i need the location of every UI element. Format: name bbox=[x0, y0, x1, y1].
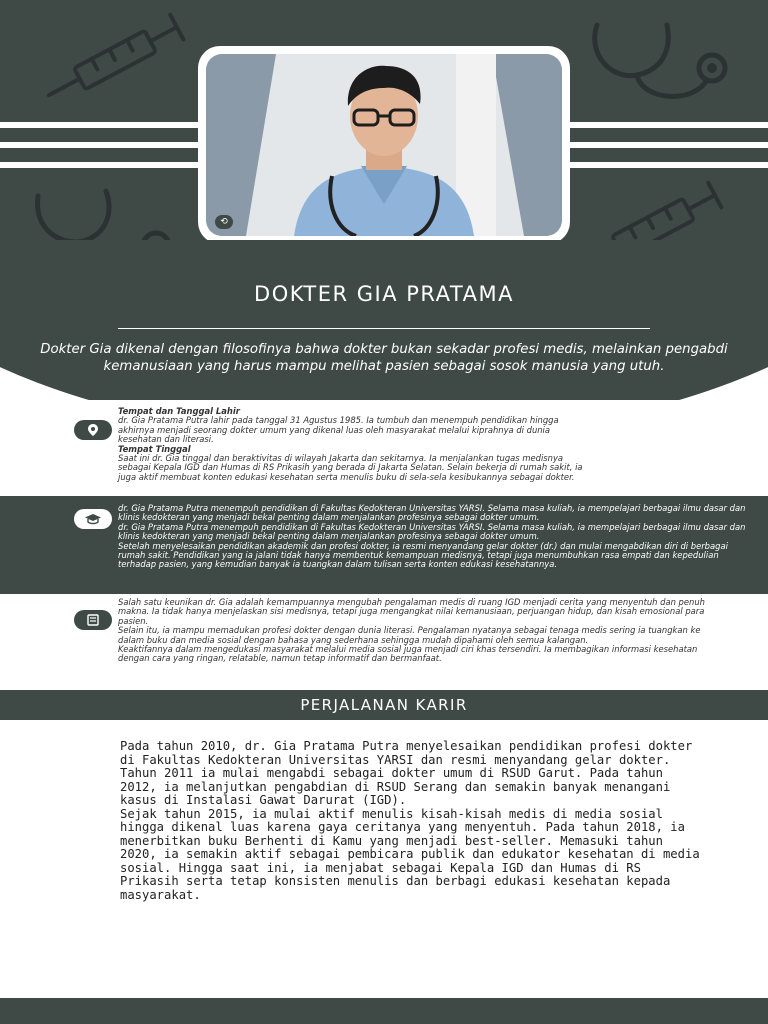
home-text: Saat ini dr. Gia tinggal dan beraktivitas di wilayah Jakarta dan sekitarnya. Ia menjalankan tugas medisnya sebagai Kepala IGD dan Humas di RS Prikasih yang berada di Jakarta Selatan. Selain bekerja di rumah sakit, ia juga aktif membuat konten edukasi kesehatan serta menulis buku di sela-sela kesibukannya sebagai dokter. bbox=[118, 453, 583, 482]
intro-text: Dokter Gia dikenal dengan filosofinya bahwa dokter bukan sekadar profesi medis, melainkan pengabdi kemanusiaan yang harus mampu melihat pasien sebagai sosok manusia yang utuh. bbox=[40, 342, 728, 374]
birth-text: dr. Gia Pratama Putra lahir pada tanggal 31 Agustus 1985. Ia tumbuh dan menempuh pendidikan hingga akhirnya menjadi seorang dokter umum yang dikenal luas oleh masyarakat melalui kiprahnya di dunia kesehatan dan literasi. bbox=[118, 415, 559, 445]
syringe-icon bbox=[20, 10, 210, 110]
home-heading: Tempat Tinggal bbox=[118, 443, 191, 454]
education-paragraph-2: dr. Gia Pratama Putra menempuh pendidikan di Fakultas Kedokteran Universitas YARSI. Selama masa kuliah, ia mempelajari berbagai ilmu dasar dan klinis kedokteran yang menjadi bekal penting dalam menjalankan profesinya sebagai dokter umum. bbox=[118, 521, 746, 542]
profile-photo bbox=[206, 54, 562, 236]
page-title: DOKTER GIA PRATAMA bbox=[254, 282, 514, 306]
profile-photo-frame bbox=[198, 46, 570, 244]
stethoscope-icon bbox=[582, 10, 742, 110]
footer-bar bbox=[0, 998, 768, 1024]
career-title: PERJALANAN KARIR bbox=[300, 696, 468, 714]
education-paragraph-1: dr. Gia Pratama Putra menempuh pendidikan di Fakultas Kedokteran Universitas YARSI. Selama masa kuliah, ia mempelajari berbagai ilmu dasar dan klinis kedokteran yang menjadi bekal penting dalam menjalankan profesinya sebagai dokter umum. bbox=[118, 503, 746, 523]
graduation-cap-icon bbox=[74, 509, 112, 529]
divider bbox=[118, 328, 650, 329]
uniqueness-paragraph-2: Selain itu, ia mampu memadukan profesi dokter dengan dunia literasi. Pengalaman nyatanya sebagai tenaga medis sering ia tuangkan ke dalam buku dan media sosial dengan bahasa yang sederhana sehingga mudah dipahami oleh semua kalangan. bbox=[118, 625, 701, 645]
image-badge-icon: ⟲ bbox=[215, 215, 233, 229]
education-paragraph-3: Setelah menyelesaikan pendidikan akademik dan profesi dokter, ia resmi menyandang gelar dokter (dr.) dan mulai mengabdikan diri di berbagai rumah sakit. Pendidikan yang ia jalani tidak hanya membentuk kemampuan medisnya, tetapi juga menumbuhkan rasa empati dan kepedulian terhadap pasien, yang kemudian banyak ia tuangkan dalam tulisan serta konten edukasi kesehatannya. bbox=[118, 540, 728, 570]
uniqueness-paragraph-3: Keaktifannya dalam mengedukasi masyarakat melalui media sosial juga menjadi ciri khas tersendiri. Ia membagikan informasi kesehatan dengan cara yang ringan, relatable, namun tetap informatif dan bermanfaat. bbox=[118, 644, 698, 664]
birth-heading: Tempat dan Tanggal Lahir bbox=[118, 406, 240, 416]
location-pin-icon bbox=[74, 420, 112, 440]
career-paragraph-1: Pada tahun 2010, dr. Gia Pratama Putra menyelesaikan pendidikan profesi dokter di Fakultas Kedokteran Universitas YARSI dan resmi menyandang gelar dokter. Tahun 2011 ia mulai mengabdi sebagai dokter umum di RSUD Garut. Pada tahun 2012, ia melanjutkan pengabdian di RSUD Serang dan semakin banyak menangani kasus di Instalasi Gawat Darurat (IGD). bbox=[120, 739, 693, 807]
uniqueness-paragraph-1: Salah satu keunikan dr. Gia adalah kemampuannya mengubah pengalaman medis di ruang IGD menjadi cerita yang menyentuh dan penuh makna. Ia tidak hanya menjelaskan sisi medisnya, tetapi juga mengangkat nilai kemanusiaan, perjuangan hidup, dan kisah emosional para pasien. bbox=[118, 597, 705, 626]
career-paragraph-2: Sejak tahun 2015, ia mulai aktif menulis kisah-kisah medis di media sosial hingga dikenal luas karena gaya ceritanya yang menyentuh. Pada tahun 2018, ia menerbitkan buku Berhenti di Kamu yang menjadi best-seller. Memasuki tahun 2020, ia semakin aktif sebagai pembicara publik dan edukator kesehatan di media sosial. Hingga saat ini, ia menjabat sebagai Kepala IGD dan Humas di RS Prikasih serta tetap konsisten menulis dan berbagi edukasi kesehatan kepada masyarakat. bbox=[120, 806, 700, 902]
career-text bbox=[120, 740, 700, 902]
profile-section bbox=[0, 400, 768, 496]
book-icon bbox=[74, 610, 112, 630]
education-section bbox=[0, 496, 768, 594]
uniqueness-section bbox=[0, 594, 768, 690]
